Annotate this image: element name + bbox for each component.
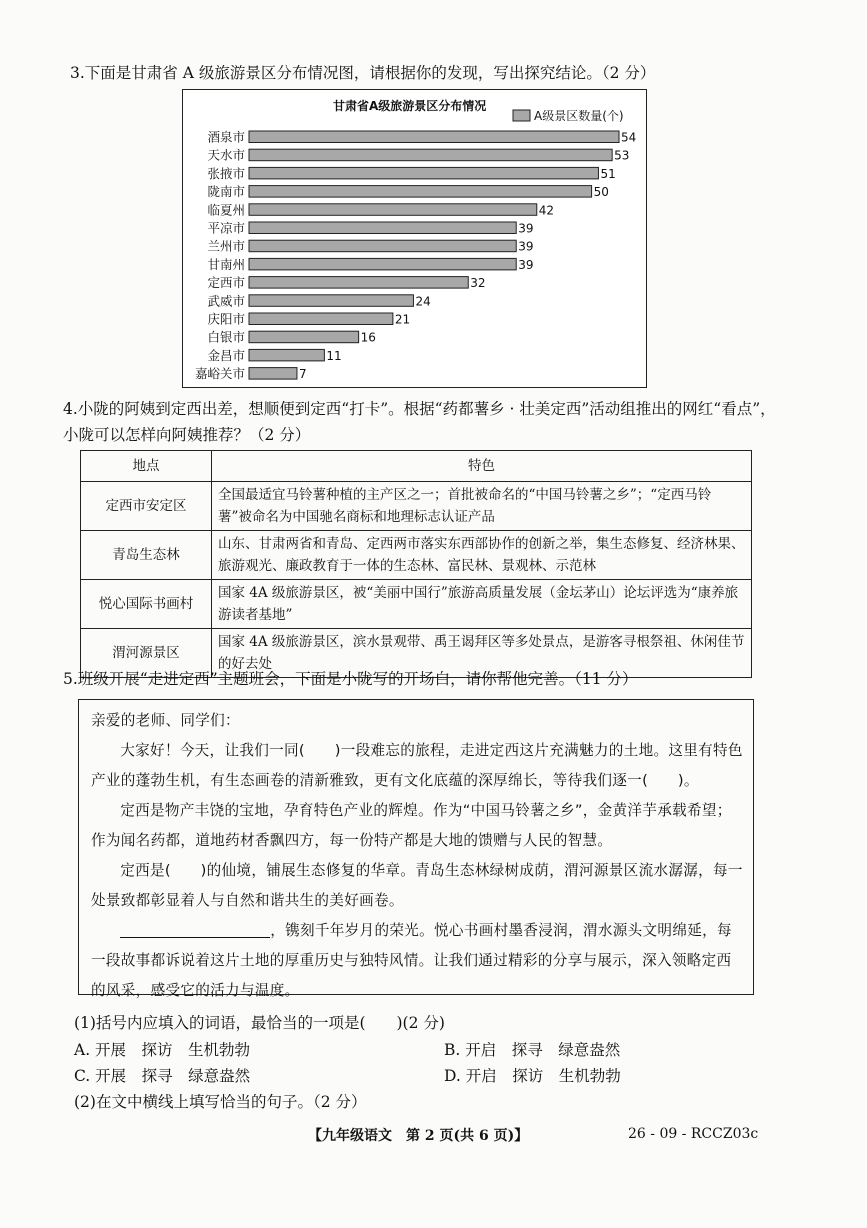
option-d[interactable]: D. 开启 探访 生机勃勃 <box>444 1067 621 1085</box>
data-label: 11 <box>326 348 342 363</box>
place-cell: 定西市安定区 <box>81 482 212 531</box>
category-label: 天水市 <box>207 147 245 163</box>
bar <box>249 295 413 307</box>
bar <box>249 167 598 179</box>
opening-speech-box <box>78 699 754 999</box>
fill-in-blank-line[interactable] <box>120 921 270 938</box>
category-label: 陇南市 <box>207 184 245 200</box>
data-label: 7 <box>298 367 307 382</box>
question-3: 3.下面是甘肃省 A 级旅游景区分布情况图，请根据你的发现，写出探究结论。（2 分） <box>70 64 656 82</box>
bar <box>249 277 468 289</box>
table-row <box>81 482 752 531</box>
bar-chart-svg <box>183 90 646 387</box>
speech-paragraph-2: 定西是物产丰饶的宝地，孕育特色产业的辉煌。作为“中国马铃薯之乡”，金黄洋芋承载希望；作为闻名药都，道地药材香飘四方，每一份特产都是大地的馈赠与人民的智慧。 <box>91 802 732 849</box>
category-label: 甘南州 <box>207 256 245 272</box>
data-label: 42 <box>538 203 555 218</box>
footer-page-info: 【九年级语文 第 2 页(共 6 页)】 <box>308 1128 529 1144</box>
category-label: 临夏州 <box>207 202 245 218</box>
data-label: 39 <box>518 257 534 272</box>
data-label: 16 <box>360 330 376 345</box>
category-label: 庆阳市 <box>207 311 245 327</box>
category-label: 酒泉市 <box>207 129 245 145</box>
legend-swatch <box>513 110 530 121</box>
legend-label: A级景区数量(个) <box>534 109 624 123</box>
chart-title: 甘肃省A级旅游景区分布情况 <box>333 99 487 113</box>
speech-paragraph-1: 大家好！今天，让我们一同( )一段难忘的旅程，走进定西这片充满魅力的土地。这里有特色产业的蓬勃生机，有生态画卷的清新雅致，更有文化底蕴的深厚绵长，等待我们逐一( )。 <box>91 742 743 789</box>
table-row <box>81 580 752 629</box>
bar <box>249 131 619 143</box>
bar <box>249 240 516 252</box>
data-label: 51 <box>600 166 616 181</box>
data-label: 53 <box>614 148 630 163</box>
table-row <box>81 531 752 580</box>
category-label: 嘉峪关市 <box>194 366 245 382</box>
category-label: 金昌市 <box>207 347 245 363</box>
option-b[interactable]: B. 开启 探寻 绿意盎然 <box>444 1041 621 1059</box>
data-label: 39 <box>518 239 534 254</box>
data-label: 21 <box>394 312 411 327</box>
bar <box>249 186 592 198</box>
data-label: 54 <box>621 130 637 145</box>
feature-cell: 全国最适宜马铃薯种植的主产区之一；首批被命名的“中国马铃薯之乡”；“定西马铃薯”被命名为中国驰名商标和地理标志认证产品 <box>212 482 752 531</box>
bar <box>249 368 297 380</box>
feature-cell: 山东、甘肃两省和青岛、定西两市落实东西部协作的创新之举，集生态修复、经济林果、旅游观光、廉政教育于一体的生态林、富民林、景观林、示范林 <box>212 531 752 580</box>
sub-question-2: (2)在文中横线上填写恰当的句子。（2 分） <box>74 1093 367 1111</box>
option-a[interactable]: A. 开展 探访 生机勃勃 <box>74 1041 251 1059</box>
question-4: 4.小陇的阿姨到定西出差，想顺便到定西“打卡”。根据“药都薯乡 · 壮美定西”活动组推出的网红“看点”，小陇可以怎样向阿姨推荐？（2 分） <box>63 400 776 444</box>
header-place: 地点 <box>81 451 212 482</box>
category-label: 兰州市 <box>207 238 245 254</box>
bar <box>249 258 516 270</box>
category-label: 平凉市 <box>207 220 245 236</box>
speech-paragraph-3: 定西是( )的仙境，铺展生态修复的华章。青岛生态林绿树成荫，渭河源景区流水潺潺，每一处景致都彰显着人与自然和谐共生的美好画卷。 <box>91 862 743 909</box>
header-feature: 特色 <box>212 451 752 482</box>
data-label: 32 <box>470 276 486 291</box>
bar <box>249 204 537 216</box>
speech-paragraph-4 <box>91 916 743 1006</box>
bar <box>249 149 612 161</box>
option-c[interactable]: C. 开展 探寻 绿意盎然 <box>74 1067 251 1085</box>
sub-question-1: (1)括号内应填入的词语，最恰当的一项是( )(2 分) <box>74 1014 445 1032</box>
place-cell: 渭河源景区 <box>81 629 212 678</box>
speech-greeting: 亲爱的老师、同学们： <box>91 712 240 729</box>
category-label: 白银市 <box>207 329 245 345</box>
footer-code: 26 - 09 - RCCZ03c <box>628 1126 759 1142</box>
place-cell: 悦心国际书画村 <box>81 580 212 629</box>
category-label: 定西市 <box>207 275 245 291</box>
data-label: 39 <box>518 221 534 236</box>
feature-cell: 国家 4A 级旅游景区，滨水景观带、禹王谒拜区等多处景点，是游客寻根祭祖、休闲佳节的好去处 <box>212 629 752 678</box>
feature-cell: 国家 4A 级旅游景区，被“美丽中国行”旅游高质量发展（金坛茅山）论坛评选为“康养旅游读者基地” <box>212 580 752 629</box>
bar <box>249 331 359 343</box>
question-5: 5.班级开展“走进定西”主题班会，下面是小陇写的开场白，请你帮他完善。（11 分） <box>63 670 638 688</box>
bar <box>249 313 393 325</box>
speech-paragraph-4-text: ，镌刻千年岁月的荣光。悦心书画村墨香浸润，渭水源头文明绵延，每一段故事都诉说着这片土地的厚重历史与独特风情。让我们通过精彩的分享与展示，深入领略定西的风采，感受它的活力与温度。 <box>91 922 732 999</box>
scenic-spots-table <box>80 450 752 678</box>
table-header-row <box>81 451 752 482</box>
data-label: 24 <box>415 294 431 309</box>
bar <box>249 222 516 234</box>
category-label: 张掖市 <box>207 165 245 181</box>
category-label: 武威市 <box>207 293 245 309</box>
place-cell: 青岛生态林 <box>81 531 212 580</box>
bar <box>249 349 324 361</box>
data-label: 50 <box>593 185 609 200</box>
bar-chart <box>182 89 647 388</box>
